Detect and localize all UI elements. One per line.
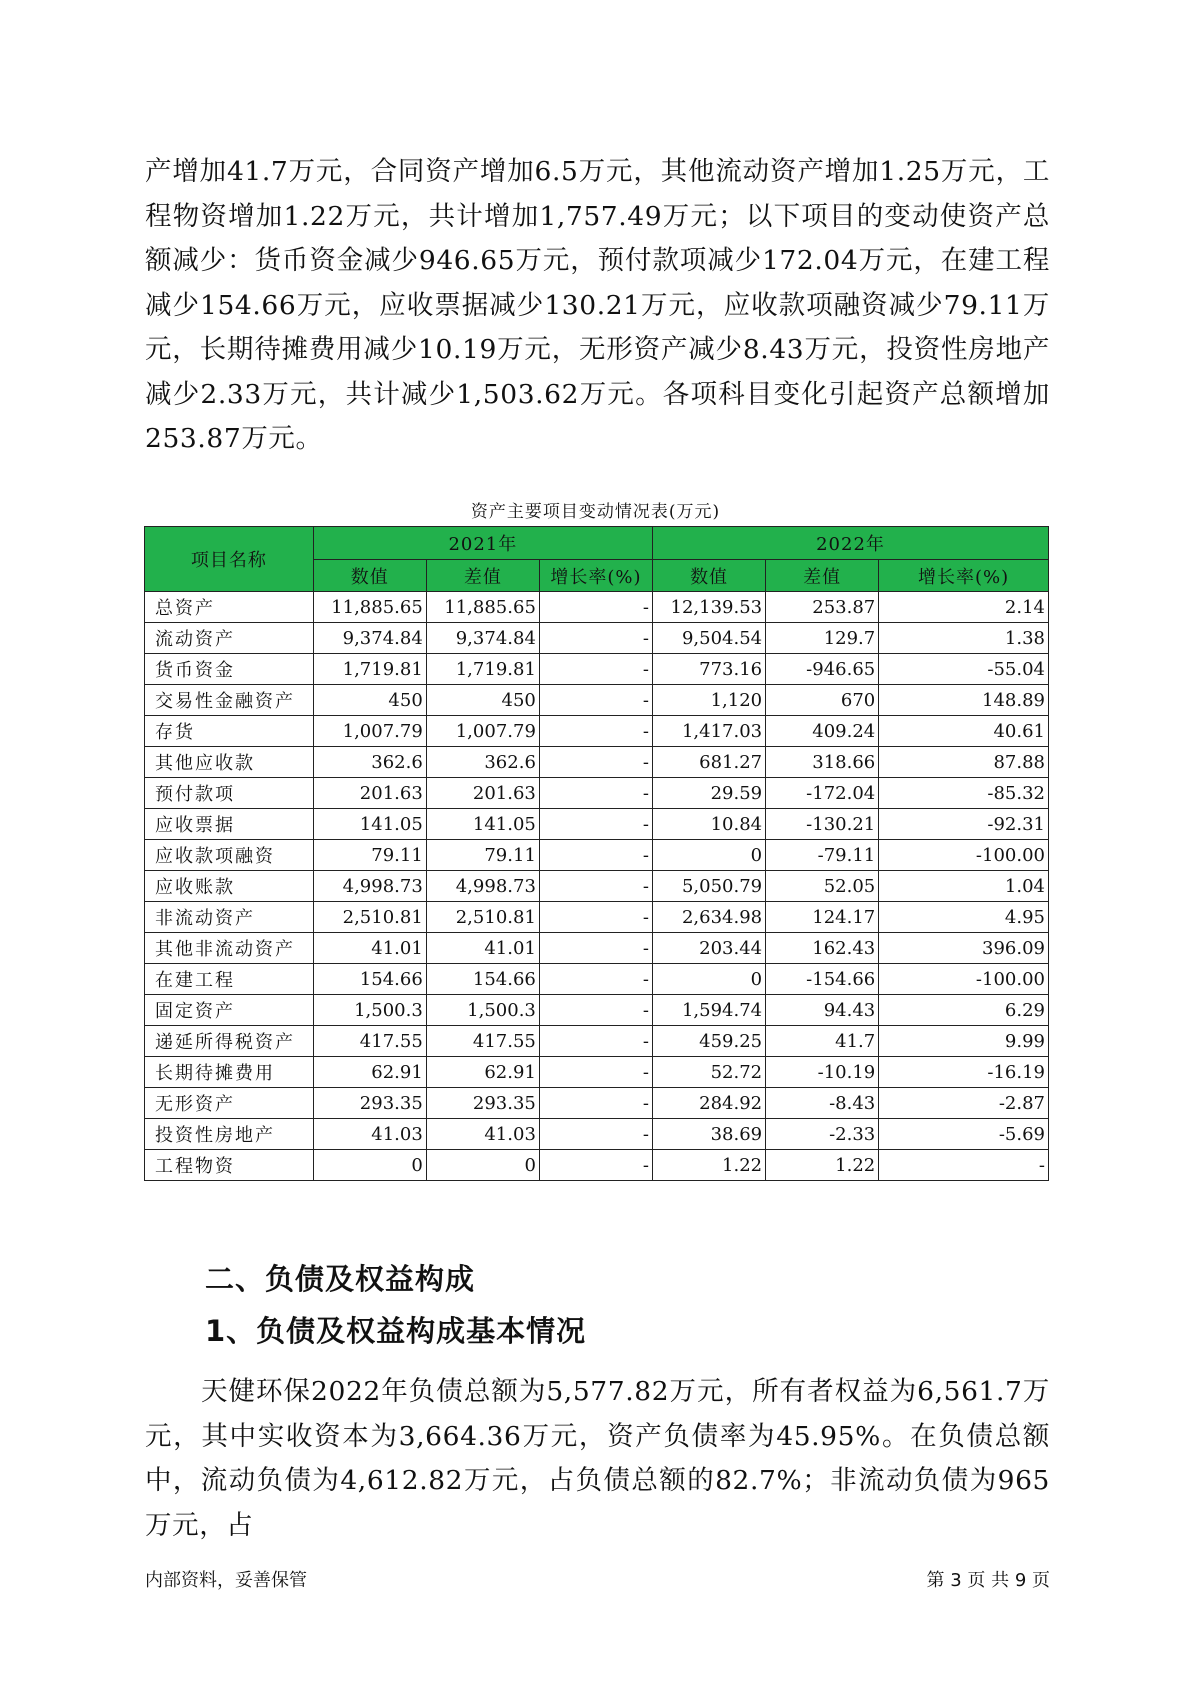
cell-d2021: 11,885.65: [426, 592, 539, 623]
asset-change-table: [144, 526, 1049, 1181]
cell-v2022: 9,504.54: [653, 623, 766, 654]
cell-g2021: -: [539, 933, 652, 964]
cell-d2022: -8.43: [766, 1088, 879, 1119]
section-heading: 二、负债及权益构成: [205, 1262, 476, 1296]
cell-g2022: -55.04: [879, 654, 1049, 685]
cell-v2021: 11,885.65: [313, 592, 426, 623]
cell-name: 存货: [145, 716, 314, 747]
cell-d2022: 129.7: [766, 623, 879, 654]
cell-g2022: 148.89: [879, 685, 1049, 716]
cell-v2021: 201.63: [313, 778, 426, 809]
cell-v2021: 293.35: [313, 1088, 426, 1119]
cell-v2021: 154.66: [313, 964, 426, 995]
cell-g2021: -: [539, 1026, 652, 1057]
cell-g2021: -: [539, 840, 652, 871]
cell-v2022: 29.59: [653, 778, 766, 809]
cell-g2022: -100.00: [879, 840, 1049, 871]
cell-v2022: 459.25: [653, 1026, 766, 1057]
cell-v2021: 417.55: [313, 1026, 426, 1057]
cell-g2021: -: [539, 778, 652, 809]
cell-g2021: -: [539, 809, 652, 840]
cell-name: 其他应收款: [145, 747, 314, 778]
table-row: [145, 1026, 1049, 1057]
cell-v2021: 41.03: [313, 1119, 426, 1150]
table-caption: 资产主要项目变动情况表(万元): [470, 502, 721, 522]
cell-g2021: -: [539, 1150, 652, 1181]
cell-d2022: -154.66: [766, 964, 879, 995]
cell-d2021: 1,719.81: [426, 654, 539, 685]
cell-v2021: 2,510.81: [313, 902, 426, 933]
cell-name: 投资性房地产: [145, 1119, 314, 1150]
cell-g2022: 87.88: [879, 747, 1049, 778]
table-row: [145, 1088, 1049, 1119]
table-row: [145, 1057, 1049, 1088]
cell-v2021: 41.01: [313, 933, 426, 964]
cell-d2021: 9,374.84: [426, 623, 539, 654]
cell-d2021: 79.11: [426, 840, 539, 871]
cell-v2021: 1,719.81: [313, 654, 426, 685]
cell-g2022: 1.04: [879, 871, 1049, 902]
cell-name: 交易性金融资产: [145, 685, 314, 716]
header-growth-2022: 增长率(%): [879, 560, 1049, 592]
table-row: [145, 964, 1049, 995]
cell-v2022: 1,417.03: [653, 716, 766, 747]
cell-g2021: -: [539, 964, 652, 995]
cell-g2022: 1.38: [879, 623, 1049, 654]
table-body: [145, 592, 1049, 1181]
cell-d2021: 41.01: [426, 933, 539, 964]
cell-d2021: 417.55: [426, 1026, 539, 1057]
cell-v2022: 1,120: [653, 685, 766, 716]
cell-name: 流动资产: [145, 623, 314, 654]
cell-name: 无形资产: [145, 1088, 314, 1119]
cell-d2022: -172.04: [766, 778, 879, 809]
table-row: [145, 995, 1049, 1026]
cell-g2022: -2.87: [879, 1088, 1049, 1119]
cell-d2022: -946.65: [766, 654, 879, 685]
cell-v2022: 38.69: [653, 1119, 766, 1150]
cell-d2021: 1,007.79: [426, 716, 539, 747]
cell-g2021: -: [539, 995, 652, 1026]
cell-v2022: 1.22: [653, 1150, 766, 1181]
cell-d2022: 1.22: [766, 1150, 879, 1181]
table-row: [145, 840, 1049, 871]
cell-name: 应收账款: [145, 871, 314, 902]
header-value-2021: 数值: [313, 560, 426, 592]
cell-g2022: 40.61: [879, 716, 1049, 747]
table-row: [145, 747, 1049, 778]
cell-v2021: 141.05: [313, 809, 426, 840]
cell-g2022: 396.09: [879, 933, 1049, 964]
cell-g2021: -: [539, 871, 652, 902]
cell-d2022: -10.19: [766, 1057, 879, 1088]
cell-g2022: -16.19: [879, 1057, 1049, 1088]
header-growth-2021: 增长率(%): [539, 560, 652, 592]
cell-name: 货币资金: [145, 654, 314, 685]
cell-v2022: 1,594.74: [653, 995, 766, 1026]
cell-v2021: 450: [313, 685, 426, 716]
cell-v2021: 9,374.84: [313, 623, 426, 654]
cell-d2022: 318.66: [766, 747, 879, 778]
cell-d2022: 253.87: [766, 592, 879, 623]
header-diff-2021: 差值: [426, 560, 539, 592]
cell-v2021: 4,998.73: [313, 871, 426, 902]
footer-page-number: 第 3 页 共 9 页: [926, 1570, 1050, 1591]
cell-v2022: 681.27: [653, 747, 766, 778]
cell-v2022: 0: [653, 964, 766, 995]
cell-v2022: 5,050.79: [653, 871, 766, 902]
cell-v2021: 1,500.3: [313, 995, 426, 1026]
cell-d2022: 41.7: [766, 1026, 879, 1057]
cell-g2021: -: [539, 1119, 652, 1150]
cell-g2022: 2.14: [879, 592, 1049, 623]
table-row: [145, 716, 1049, 747]
header-value-2022: 数值: [653, 560, 766, 592]
sub-heading: 1、负债及权益构成基本情况: [205, 1314, 587, 1348]
cell-g2021: -: [539, 902, 652, 933]
cell-d2021: 362.6: [426, 747, 539, 778]
cell-g2022: 4.95: [879, 902, 1049, 933]
cell-g2021: -: [539, 1088, 652, 1119]
cell-d2022: 670: [766, 685, 879, 716]
cell-name: 长期待摊费用: [145, 1057, 314, 1088]
table-row: [145, 902, 1049, 933]
cell-name: 预付款项: [145, 778, 314, 809]
cell-g2022: -92.31: [879, 809, 1049, 840]
cell-g2022: -85.32: [879, 778, 1049, 809]
cell-v2022: 12,139.53: [653, 592, 766, 623]
table-row: [145, 1150, 1049, 1181]
cell-d2022: 162.43: [766, 933, 879, 964]
cell-v2021: 1,007.79: [313, 716, 426, 747]
cell-d2022: -130.21: [766, 809, 879, 840]
table-row: [145, 809, 1049, 840]
cell-name: 在建工程: [145, 964, 314, 995]
table-row: [145, 1119, 1049, 1150]
header-year-2021: 2021年: [313, 527, 652, 560]
table-row: [145, 778, 1049, 809]
cell-d2021: 450: [426, 685, 539, 716]
header-diff-2022: 差值: [766, 560, 879, 592]
cell-d2022: 124.17: [766, 902, 879, 933]
cell-v2021: 79.11: [313, 840, 426, 871]
cell-d2021: 4,998.73: [426, 871, 539, 902]
header-year-2022: 2022年: [653, 527, 1049, 560]
cell-v2021: 362.6: [313, 747, 426, 778]
cell-g2021: -: [539, 747, 652, 778]
cell-v2022: 52.72: [653, 1057, 766, 1088]
cell-name: 固定资产: [145, 995, 314, 1026]
cell-v2022: 2,634.98: [653, 902, 766, 933]
cell-v2022: 10.84: [653, 809, 766, 840]
table-row: [145, 592, 1049, 623]
cell-g2021: -: [539, 716, 652, 747]
cell-name: 工程物资: [145, 1150, 314, 1181]
cell-d2021: 201.63: [426, 778, 539, 809]
cell-d2022: 52.05: [766, 871, 879, 902]
cell-d2022: 409.24: [766, 716, 879, 747]
table-row: [145, 623, 1049, 654]
cell-d2022: 94.43: [766, 995, 879, 1026]
cell-g2021: -: [539, 623, 652, 654]
table-row: [145, 685, 1049, 716]
cell-g2021: -: [539, 592, 652, 623]
cell-name: 其他非流动资产: [145, 933, 314, 964]
cell-g2022: 6.29: [879, 995, 1049, 1026]
cell-d2021: 0: [426, 1150, 539, 1181]
cell-name: 总资产: [145, 592, 314, 623]
header-item-name: 项目名称: [145, 527, 314, 592]
cell-d2021: 41.03: [426, 1119, 539, 1150]
cell-name: 应收款项融资: [145, 840, 314, 871]
cell-g2021: -: [539, 654, 652, 685]
cell-v2022: 773.16: [653, 654, 766, 685]
cell-v2021: 62.91: [313, 1057, 426, 1088]
body-paragraph-top: 产增加41.7万元，合同资产增加6.5万元，其他流动资产增加1.25万元，工程物资增加1.22万元，共计增加1,757.49万元；以下项目的变动使资产总额减少：货币资金减少946.65万元，预付款项减少172.04万元，在建工程减少154.66万元，应收票据减少130.21万元，应收款项融资减少79.11万元，长期待摊费用减少10.19万元，无形资产减少8.43万元，投资性房地产减少2.33万元，共计减少1,503.62万元。各项科目变化引起资产总额增加253.87万元。: [145, 156, 1050, 454]
cell-g2021: -: [539, 685, 652, 716]
cell-name: 应收票据: [145, 809, 314, 840]
cell-name: 递延所得税资产: [145, 1026, 314, 1057]
cell-d2021: 154.66: [426, 964, 539, 995]
cell-g2022: 9.99: [879, 1026, 1049, 1057]
cell-d2022: -79.11: [766, 840, 879, 871]
cell-d2021: 293.35: [426, 1088, 539, 1119]
cell-d2021: 2,510.81: [426, 902, 539, 933]
table-row: [145, 654, 1049, 685]
cell-v2022: 203.44: [653, 933, 766, 964]
cell-g2022: -100.00: [879, 964, 1049, 995]
cell-d2021: 62.91: [426, 1057, 539, 1088]
table-row: [145, 871, 1049, 902]
cell-g2022: -5.69: [879, 1119, 1049, 1150]
table-row: [145, 933, 1049, 964]
cell-g2022: -: [879, 1150, 1049, 1181]
cell-d2022: -2.33: [766, 1119, 879, 1150]
cell-g2021: -: [539, 1057, 652, 1088]
cell-v2021: 0: [313, 1150, 426, 1181]
cell-v2022: 284.92: [653, 1088, 766, 1119]
cell-d2021: 141.05: [426, 809, 539, 840]
footer-confidential-note: 内部资料，妥善保管: [145, 1570, 307, 1591]
cell-v2022: 0: [653, 840, 766, 871]
cell-name: 非流动资产: [145, 902, 314, 933]
body-paragraph-bottom: 天健环保2022年负债总额为5,577.82万元，所有者权益为6,561.7万元，其中实收资本为3,664.36万元，资产负债率为45.95%。在负债总额中，流动负债为4,612.82万元，占负债总额的82.7%；非流动负债为965万元，占: [145, 1376, 1050, 1541]
cell-d2021: 1,500.3: [426, 995, 539, 1026]
